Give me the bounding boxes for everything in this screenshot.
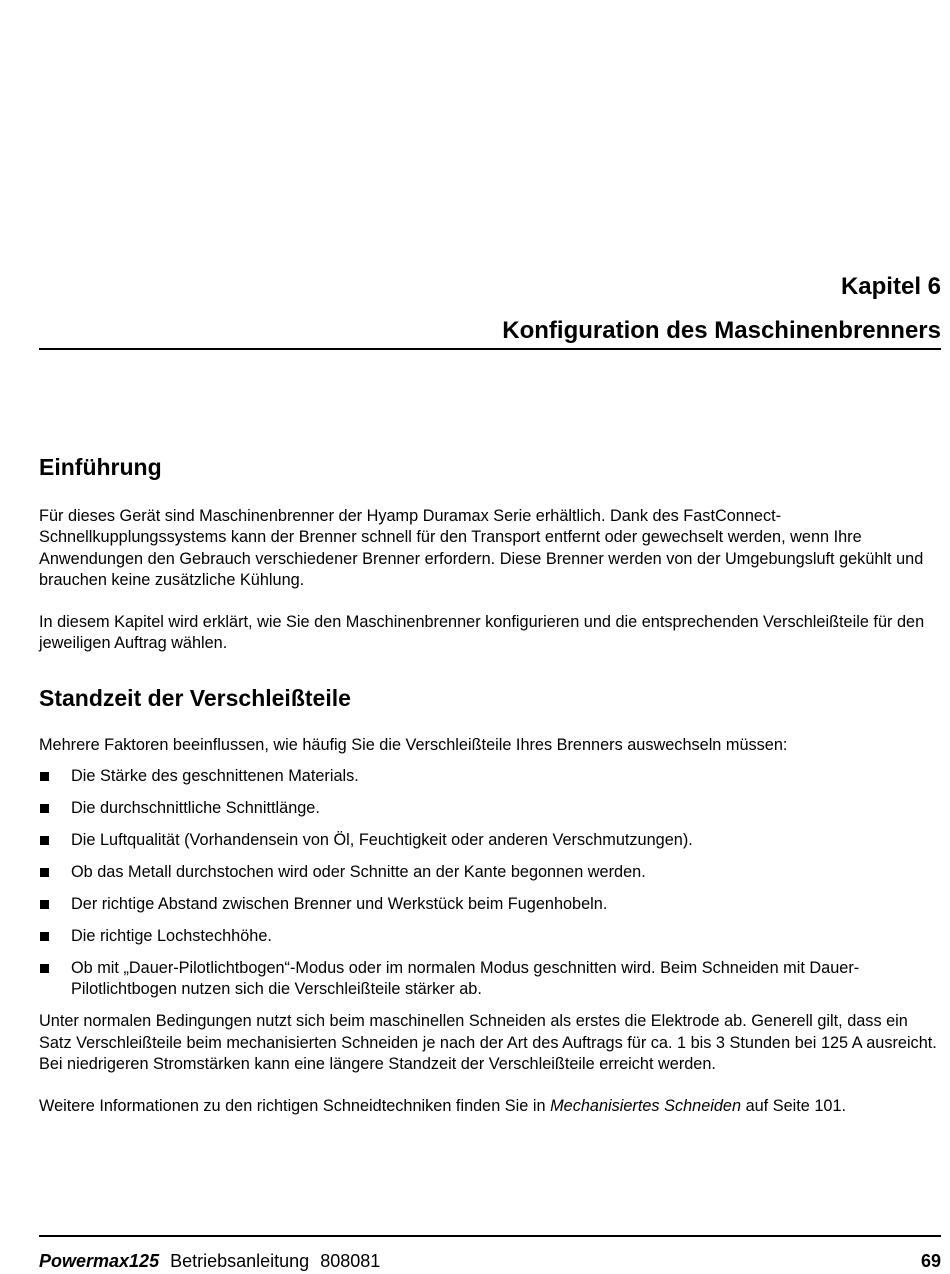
list-item-text: Ob mit „Dauer-Pilotlichtbogen“-Modus oder im normalen Modus geschnitten wird. Beim Schneiden mit Dauer-Pilotlichtbogen nutzen sich die Verschleißteile stärker ab. [71, 958, 860, 999]
product-brand: Powermax125 [39, 1251, 160, 1271]
intro-paragraph-1: Für dieses Gerät sind Maschinenbrenner der Hyamp Duramax Serie erhältlich. Dank des FastConnect-Schnellkupplungssystems kann der Brenner schnell für den Transport entfernt oder gewechselt werden, wenn Ihre Anwendungen den Gebrauch verschiedener Brenner erfordern. Diese Brenner werden von der Umgebungsluft gekühlt und brauchen keine zusätzliche Kühlung. [39, 507, 924, 589]
more-info-prefix: Weitere Informationen zu den richtigen Schneidtechniken finden Sie in [39, 1097, 551, 1116]
list-item-text: Die Stärke des geschnittenen Materials. [71, 767, 359, 786]
list-item [39, 862, 941, 883]
list-item [39, 798, 941, 819]
list-item-text: Die Luftqualität (Vorhandensein von Öl, Feuchtigkeit oder anderen Verschmutzungen). [71, 831, 693, 850]
page-number: 69 [920, 1251, 941, 1271]
square-bullet-icon [40, 900, 49, 909]
list-item [39, 926, 941, 947]
page-footer [39, 1248, 941, 1274]
list-item-text: Die durchschnittliche Schnittlänge. [71, 799, 320, 818]
consumable-life-lead: Mehrere Faktoren beeinflussen, wie häufig Sie die Verschleißteile Ihres Brenners auswechseln müssen: [39, 735, 788, 754]
document-number: 808081 [320, 1251, 381, 1271]
list-item [39, 766, 941, 787]
square-bullet-icon [40, 772, 49, 781]
section-heading-consumable-life: Standzeit der Verschleißteile [39, 684, 351, 711]
list-item [39, 830, 941, 851]
cross-reference-link[interactable]: Mechanisiertes Schneiden [550, 1097, 742, 1116]
intro-paragraph-2: In diesem Kapitel wird erklärt, wie Sie den Maschinenbrenner konfigurieren und die entsprechenden Verschleißteile für den jeweiligen Auftrag wählen. [39, 613, 925, 653]
chapter-header [39, 270, 941, 348]
list-item-text: Die richtige Lochstechhöhe. [71, 927, 272, 945]
square-bullet-icon [40, 868, 49, 877]
chapter-number: Kapitel 6 [840, 273, 941, 300]
section-heading-intro: Einführung [39, 454, 162, 480]
square-bullet-icon [40, 964, 49, 973]
square-bullet-icon [40, 804, 49, 813]
list-item-text: Ob das Metall durchstochen wird oder Schnitte an der Kante begonnen werden. [71, 863, 646, 882]
more-info-paragraph [39, 1096, 941, 1117]
more-info-suffix: auf Seite 101. [741, 1097, 847, 1116]
normal-conditions-paragraph: Unter normalen Bedingungen nutzt sich beim maschinellen Schneiden als erstes die Elektrode ab. Generell gilt, dass ein Satz Verschleißteile beim mechanisierten Schneiden je nach der Art des Auftrags für ca. 1 bis 3 Stunden bei 125 A ausreicht. Bei niedrigeren Stromstärken kann eine längere Standzeit der Verschleißteile erreicht werden. [39, 1012, 937, 1073]
chapter-divider [39, 348, 941, 350]
list-item [39, 894, 941, 915]
footer-divider [39, 1235, 941, 1237]
chapter-title: Konfiguration des Maschinenbrenners [502, 317, 941, 344]
list-item [39, 958, 941, 1001]
list-item-text: Der richtige Abstand zwischen Brenner und Werkstück beim Fugenhobeln. [71, 895, 608, 914]
factors-list [39, 766, 941, 1001]
square-bullet-icon [40, 932, 49, 941]
page-content [39, 450, 941, 1117]
square-bullet-icon [40, 836, 49, 845]
manual-title: Betriebsanleitung [170, 1251, 310, 1271]
